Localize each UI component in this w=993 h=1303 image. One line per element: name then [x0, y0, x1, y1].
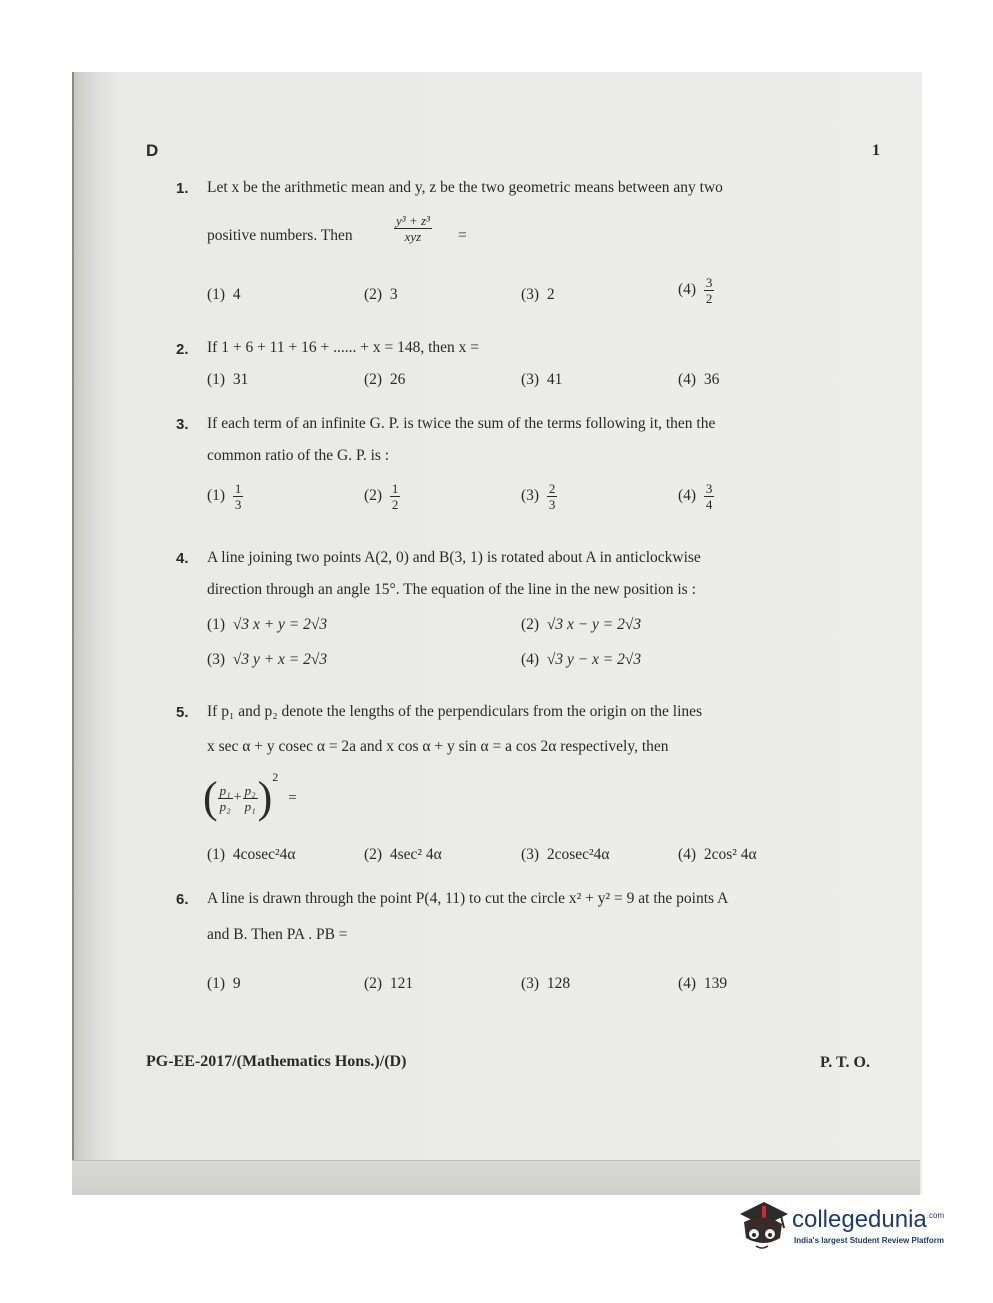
fraction: [394, 214, 432, 243]
option-4[interactable]: [521, 651, 641, 669]
fraction-denominator: xyz: [404, 229, 422, 244]
option-label: (1): [207, 371, 226, 388]
question-text: If each term of an infinite G. P. is twice the sum of the terms following it, then the: [207, 415, 716, 432]
exponent: 2: [272, 770, 279, 784]
option-2[interactable]: [364, 286, 398, 304]
option-value: 36: [703, 371, 720, 388]
option-2[interactable]: [364, 371, 405, 389]
option-4[interactable]: [678, 276, 714, 305]
option-label: (3): [521, 975, 540, 992]
option-value: 3: [389, 286, 398, 303]
option-label: (2): [521, 616, 540, 633]
page-number: 1: [872, 142, 880, 159]
ratio-expression: [203, 770, 297, 826]
option-label: (3): [207, 651, 226, 668]
page-bottom-edge: [72, 1160, 920, 1195]
option-3[interactable]: [521, 846, 610, 864]
question-text: common ratio of the G. P. is :: [207, 447, 390, 464]
brand-tagline: India's largest Student Review Platform: [794, 1236, 944, 1245]
option-label: (1): [207, 975, 226, 992]
option-value: 4cosec²4α: [232, 846, 296, 863]
brand-name: [792, 1206, 944, 1234]
option-value: 2cosec²4α: [546, 846, 610, 863]
set-code: D: [146, 141, 159, 160]
question-text: If 1 + 6 + 11 + 16 + ...... + x = 148, then x =: [207, 339, 479, 356]
fraction-denominator: 4: [705, 497, 713, 512]
fraction-numerator: p₁: [219, 782, 231, 798]
scanned-page: [72, 72, 922, 1194]
question-text: Let x be the arithmetic mean and y, z be the two geometric means between any two: [207, 179, 723, 196]
question-text: If p₁ and p₂ denote the lengths of the perpendiculars from the origin on the lines: [207, 703, 703, 720]
option-2[interactable]: [364, 846, 442, 864]
option-value: √3 x − y = 2√3: [546, 616, 642, 633]
option-label: (1): [207, 286, 226, 303]
fraction-denominator: 3: [548, 497, 556, 512]
option-label: (3): [521, 371, 540, 388]
fraction-numerator: 3: [705, 275, 713, 290]
option-1[interactable]: [207, 286, 241, 304]
option-1[interactable]: [207, 482, 243, 511]
option-label: (4): [678, 975, 697, 992]
mascot-icon: [736, 1198, 790, 1256]
fraction-numerator: 3: [705, 481, 713, 496]
option-label: (2): [364, 371, 383, 388]
option-value: 4sec² 4α: [389, 846, 442, 863]
fraction-numerator: p₂: [244, 782, 256, 798]
option-3[interactable]: [207, 651, 327, 669]
option-label: (2): [364, 975, 383, 992]
option-label: (2): [364, 487, 383, 505]
question-text: A line joining two points A(2, 0) and B(3, 1) is rotated about A in anticlockwise: [207, 549, 701, 566]
option-3[interactable]: [521, 371, 562, 389]
plus-sign: +: [233, 790, 242, 805]
option-value: 31: [232, 371, 249, 388]
option-4[interactable]: [678, 482, 714, 511]
option-label: (4): [678, 281, 697, 299]
option-label: (1): [207, 616, 226, 633]
question-text: and B. Then PA . PB =: [207, 926, 348, 943]
option-value: 9: [232, 975, 241, 992]
right-paren: ): [257, 773, 273, 822]
option-4[interactable]: [678, 371, 719, 389]
question-number: 5.: [176, 704, 189, 721]
option-1[interactable]: [207, 975, 241, 993]
fraction-denominator: p₁: [244, 798, 256, 814]
option-label: (3): [521, 846, 540, 863]
question-text: positive numbers. Then: [207, 227, 353, 244]
option-label: (1): [207, 487, 226, 505]
option-label: (4): [678, 487, 697, 505]
question-number: 3.: [176, 416, 189, 433]
option-label: (4): [521, 651, 540, 668]
option-2[interactable]: [364, 975, 413, 993]
collegedunia-logo: [736, 1198, 961, 1258]
option-label: (2): [364, 286, 383, 303]
question-number: 6.: [176, 891, 189, 908]
left-paren: (: [203, 773, 218, 822]
equals-sign: =: [288, 789, 297, 806]
fraction-denominator: p₂: [219, 798, 231, 814]
equals-sign: =: [458, 227, 467, 244]
option-value: 121: [389, 975, 414, 992]
question-number: 2.: [176, 341, 189, 358]
option-label: (4): [678, 371, 697, 388]
option-value: √3 y + x = 2√3: [232, 651, 328, 668]
option-3[interactable]: [521, 975, 570, 993]
option-1[interactable]: [207, 846, 296, 864]
brand-suffix: .com: [926, 1211, 945, 1220]
fraction-denominator: 2: [705, 291, 713, 306]
fraction-numerator: 2: [548, 481, 556, 496]
option-4[interactable]: [678, 975, 727, 993]
option-3[interactable]: [521, 286, 555, 304]
question-text: direction through an angle 15°. The equation of the line in the new position is :: [207, 581, 696, 598]
option-label: (2): [364, 846, 383, 863]
option-value: √3 y − x = 2√3: [546, 651, 642, 668]
option-value: √3 x + y = 2√3: [232, 616, 328, 633]
option-value: 128: [546, 975, 571, 992]
option-value: 139: [703, 975, 728, 992]
option-value: 4: [232, 286, 241, 303]
option-value: 2: [546, 286, 555, 303]
option-value: 41: [546, 371, 563, 388]
brand-text: collegedunia: [792, 1206, 927, 1233]
option-label: (4): [678, 846, 697, 863]
option-label: (3): [521, 286, 540, 303]
pto-label: P. T. O.: [820, 1054, 870, 1071]
fraction-numerator: 1: [391, 481, 399, 496]
paper-code: PG-EE-2017/(Mathematics Hons.)/(D): [146, 1053, 407, 1070]
question-number: 1.: [176, 180, 189, 197]
question-number: 4.: [176, 550, 189, 567]
option-value: 2cos² 4α: [703, 846, 757, 863]
option-2[interactable]: [364, 482, 400, 511]
question-text: x sec α + y cosec α = 2a and x cos α + y sin α = a cos 2α respectively, then: [207, 738, 669, 755]
option-label: (1): [207, 846, 226, 863]
fraction-denominator: 2: [391, 497, 399, 512]
fraction-numerator: y³ + z³: [396, 213, 430, 228]
option-4[interactable]: [678, 846, 757, 864]
question-text: A line is drawn through the point P(4, 11) to cut the circle x² + y² = 9 at the points A: [207, 890, 729, 907]
option-1[interactable]: [207, 371, 248, 389]
option-2[interactable]: [521, 616, 641, 634]
fraction-numerator: 1: [234, 481, 242, 496]
option-label: (3): [521, 487, 540, 505]
option-3[interactable]: [521, 482, 557, 511]
fraction-denominator: 3: [234, 497, 242, 512]
option-value: 26: [389, 371, 406, 388]
option-1[interactable]: [207, 616, 327, 634]
